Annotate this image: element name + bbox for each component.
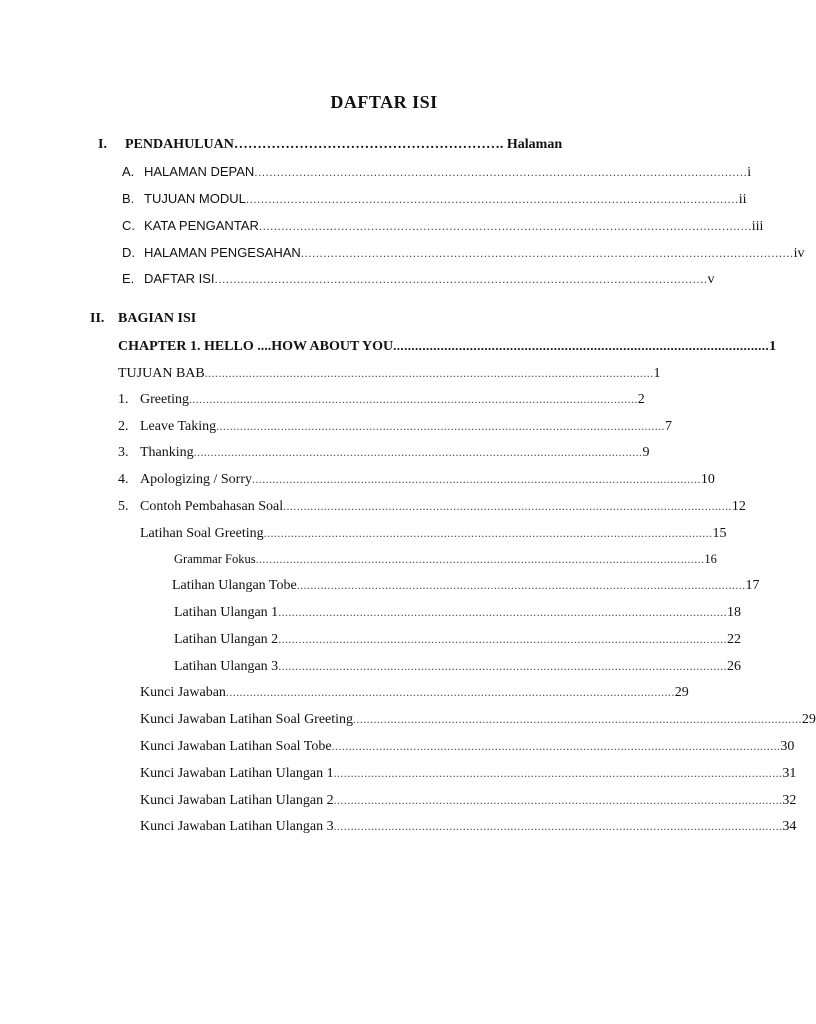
entry-label: Kunci Jawaban Latihan Ulangan 3 bbox=[140, 819, 334, 834]
toc-entry[interactable] bbox=[174, 628, 741, 650]
dot-leader: .................................................................................................................................... bbox=[333, 766, 783, 780]
section-1-numeral: I. bbox=[98, 137, 107, 152]
toc-entry[interactable] bbox=[122, 188, 747, 210]
entry-page: 34 bbox=[782, 819, 797, 834]
dot-leader: .................................................................................................................................... bbox=[225, 685, 675, 699]
entry-page: 30 bbox=[780, 739, 795, 754]
entry-marker: 4. bbox=[118, 472, 129, 487]
toc-entry[interactable] bbox=[174, 548, 717, 570]
entry-page: 12 bbox=[731, 499, 746, 514]
entry-marker: A. bbox=[122, 164, 135, 179]
entry-page: 7 bbox=[664, 419, 672, 434]
entry-label: Kunci Jawaban Latihan Soal Greeting bbox=[140, 712, 354, 727]
dot-leader: .................................................................................................................................... bbox=[331, 739, 781, 753]
toc-entry[interactable] bbox=[140, 762, 797, 784]
entry-marker: 2. bbox=[118, 419, 129, 434]
entry-page: 16 bbox=[704, 552, 717, 566]
entry-page: v bbox=[707, 272, 715, 287]
entry-label: Thanking bbox=[140, 445, 194, 460]
dot-leader: .................................................................................................................................... bbox=[296, 578, 746, 592]
entry-label: Kunci Jawaban Latihan Ulangan 1 bbox=[140, 766, 334, 781]
entry-page: 29 bbox=[801, 712, 816, 727]
entry-page: 9 bbox=[642, 445, 650, 460]
entry-page: 32 bbox=[782, 793, 797, 808]
entry-marker: B. bbox=[122, 191, 135, 206]
entry-label: Grammar Fokus bbox=[174, 552, 256, 566]
entry-marker: 5. bbox=[118, 499, 129, 514]
entry-page: 2 bbox=[637, 392, 645, 407]
entry-page: 15 bbox=[712, 526, 727, 541]
dot-leader: .................................................................................................................................... bbox=[204, 366, 654, 380]
toc-entry[interactable] bbox=[118, 388, 645, 410]
entry-label: TUJUAN BAB bbox=[118, 366, 205, 381]
toc-entry[interactable] bbox=[140, 815, 797, 837]
toc-entry[interactable] bbox=[140, 681, 689, 703]
dot-leader: .................................................................................................................................... bbox=[258, 219, 752, 233]
entry-label: Apologizing / Sorry bbox=[140, 472, 252, 487]
section-2-heading bbox=[90, 308, 390, 330]
entry-label: Kunci Jawaban Latihan Ulangan 2 bbox=[140, 793, 334, 808]
entry-label: KATA PENGANTAR bbox=[144, 218, 259, 233]
chapter-page: 1 bbox=[769, 339, 777, 354]
dot-leader: .................................................................................................................................... bbox=[188, 392, 638, 406]
entry-label: TUJUAN MODUL bbox=[144, 191, 246, 206]
entry-label: Latihan Ulangan Tobe bbox=[172, 578, 297, 593]
dot-leader: ....................................................................................................... bbox=[393, 338, 770, 353]
entry-label: Kunci Jawaban Latihan Soal Tobe bbox=[140, 739, 332, 754]
entry-label: HALAMAN PENGESAHAN bbox=[144, 245, 301, 260]
toc-entry[interactable] bbox=[122, 242, 805, 264]
entry-label: Latihan Ulangan 1 bbox=[174, 605, 279, 620]
toc-entry[interactable] bbox=[122, 268, 715, 290]
entry-page: 29 bbox=[674, 685, 689, 700]
dot-leader: .................................................................................................................................... bbox=[216, 419, 665, 433]
dot-leader: .................................................................................................................................... bbox=[263, 526, 713, 540]
toc-entry[interactable] bbox=[118, 468, 715, 490]
page-column-label: Halaman bbox=[506, 137, 563, 152]
entry-label: HALAMAN DEPAN bbox=[144, 164, 255, 179]
section-1-title-line bbox=[125, 134, 562, 156]
entry-page: 18 bbox=[727, 605, 741, 620]
entry-page: iv bbox=[793, 246, 805, 261]
entry-page: 10 bbox=[700, 472, 715, 487]
dot-leader: .................................................................................................................................... bbox=[300, 246, 794, 260]
dot-leader: .................................................................................................................................... bbox=[353, 712, 802, 726]
entry-page: iii bbox=[751, 219, 764, 234]
toc-entry[interactable] bbox=[174, 601, 741, 623]
entry-label: Kunci Jawaban bbox=[140, 685, 226, 700]
dot-leader: .................................................................................................................................... bbox=[254, 165, 748, 179]
dot-leader: .................................................................................................................................... bbox=[333, 793, 783, 807]
dot-leader: .................................................................................................................................... bbox=[278, 632, 727, 646]
entry-page: 26 bbox=[727, 659, 741, 674]
page-title: DAFTAR ISI bbox=[330, 92, 438, 112]
entry-marker: D. bbox=[122, 245, 135, 260]
entry-page: 17 bbox=[745, 578, 760, 593]
dot-leader: .................................................................................................................................... bbox=[333, 819, 783, 833]
toc-entry[interactable] bbox=[118, 362, 661, 384]
entry-page: 31 bbox=[782, 766, 797, 781]
toc-entry[interactable] bbox=[140, 789, 797, 811]
dot-leader: .................................................................................................................................... bbox=[278, 605, 727, 619]
section-2-numeral: II. bbox=[90, 311, 105, 326]
entry-label: DAFTAR ISI bbox=[144, 271, 215, 286]
section-2-title: BAGIAN ISI bbox=[118, 311, 197, 326]
entry-page: i bbox=[747, 165, 752, 180]
dot-leader: .................................................................................................................................... bbox=[283, 499, 732, 513]
toc-entry[interactable] bbox=[140, 522, 727, 544]
chapter-entry[interactable] bbox=[118, 335, 777, 357]
dot-leader: .................................................................................................................................... bbox=[252, 472, 701, 486]
entry-marker: 3. bbox=[118, 445, 129, 460]
dot-leader: .................................................................................................................................... bbox=[278, 659, 727, 673]
dot-leader: .................................................................................................................................... bbox=[245, 192, 739, 206]
dot-leader: .................................................................................................................................... bbox=[255, 552, 705, 566]
section-1-title: PENDAHULUAN bbox=[125, 137, 234, 152]
entry-label: Latihan Soal Greeting bbox=[140, 526, 264, 541]
toc-entry[interactable] bbox=[122, 161, 752, 183]
section-1-leader: …………………………………………………. bbox=[233, 137, 504, 152]
entry-marker: 1. bbox=[118, 392, 129, 407]
entry-label: Latihan Ulangan 3 bbox=[174, 659, 279, 674]
toc-entry[interactable] bbox=[118, 415, 672, 437]
entry-label: Leave Taking bbox=[140, 419, 217, 434]
entry-page: 1 bbox=[653, 366, 661, 381]
entry-page: 22 bbox=[727, 632, 741, 647]
toc-entry[interactable] bbox=[174, 655, 741, 677]
chapter-label: CHAPTER 1. HELLO ....HOW ABOUT YOU bbox=[118, 339, 394, 354]
entry-label: Contoh Pembahasan Soal bbox=[140, 499, 284, 514]
dot-leader: .................................................................................................................................... bbox=[193, 445, 643, 459]
entry-page: ii bbox=[738, 192, 747, 207]
toc-entry[interactable] bbox=[172, 574, 760, 596]
entry-label: Latihan Ulangan 2 bbox=[174, 632, 279, 647]
toc-entry[interactable] bbox=[118, 495, 746, 517]
entry-marker: E. bbox=[122, 271, 135, 286]
toc-entry[interactable] bbox=[118, 441, 650, 463]
entry-marker: C. bbox=[122, 218, 135, 233]
dot-leader: .................................................................................................................................... bbox=[214, 272, 708, 286]
entry-label: Greeting bbox=[140, 392, 189, 407]
toc-entry[interactable] bbox=[122, 215, 764, 237]
toc-entry[interactable] bbox=[140, 735, 795, 757]
toc-entry[interactable] bbox=[140, 708, 816, 730]
section-1-heading bbox=[98, 134, 608, 156]
